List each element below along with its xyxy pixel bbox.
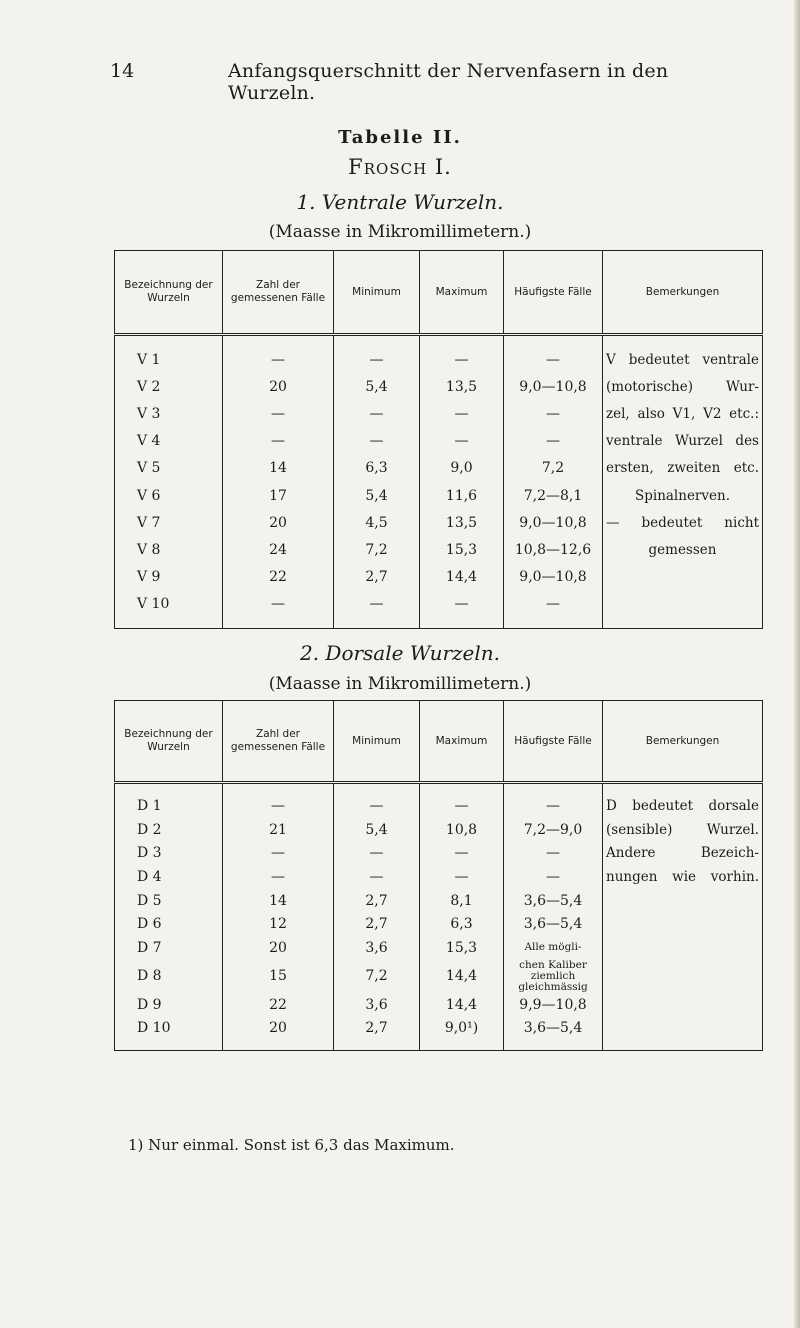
subject-title: Frosch I. xyxy=(348,155,452,179)
maximum: 9,0¹) xyxy=(420,1017,504,1041)
minimum: — xyxy=(334,591,420,618)
maximum: 15,3 xyxy=(420,536,504,563)
root-name: V 7 xyxy=(115,509,223,536)
case-count: 22 xyxy=(223,564,334,591)
frequent-cases: 3,6—5,4 xyxy=(504,912,603,936)
remark: zel, also V1, V2 etc.: xyxy=(603,400,763,427)
table-row xyxy=(115,482,763,509)
remark: nungen wie vorhin. xyxy=(603,865,763,889)
case-count: 21 xyxy=(223,818,334,842)
table-spacer xyxy=(115,783,763,795)
col-header-frequent: Häufigste Fälle xyxy=(504,251,603,335)
root-name: D 3 xyxy=(115,841,223,865)
col-header-max: Maximum xyxy=(420,701,504,783)
ventral-table xyxy=(114,250,763,629)
frequent-cases: — xyxy=(504,591,603,618)
frequent-cases: Alle mögli- xyxy=(504,936,603,960)
ventral-section-title: 1. Ventrale Wurzeln. xyxy=(296,190,504,214)
col-header-min: Minimum xyxy=(334,251,420,335)
minimum: 7,2 xyxy=(334,536,420,563)
frequent-cases: — xyxy=(504,794,603,818)
case-count: 24 xyxy=(223,536,334,563)
table-row xyxy=(115,889,763,913)
frequent-cases: 9,9—10,8 xyxy=(504,993,603,1017)
running-title: Anfangsquerschnitt der Nervenfasern in den Wurzeln. xyxy=(228,60,669,104)
table-spacer xyxy=(115,1040,763,1051)
table-row xyxy=(115,993,763,1017)
table-row xyxy=(115,400,763,427)
table-header-row xyxy=(115,701,763,783)
maximum: 13,5 xyxy=(420,373,504,400)
remark xyxy=(603,912,763,936)
root-name: V 5 xyxy=(115,455,223,482)
minimum: 5,4 xyxy=(334,482,420,509)
case-count: — xyxy=(223,841,334,865)
remark: — bedeutet nicht xyxy=(603,509,763,536)
col-header-remarks: Bemerkungen xyxy=(603,701,763,783)
root-name: D 4 xyxy=(115,865,223,889)
case-count: 12 xyxy=(223,912,334,936)
col-header-min: Minimum xyxy=(334,701,420,783)
minimum: 5,4 xyxy=(334,818,420,842)
root-name: V 8 xyxy=(115,536,223,563)
remark xyxy=(603,591,763,618)
page-number: 14 xyxy=(110,60,135,82)
col-header-remarks: Bemerkungen xyxy=(603,251,763,335)
maximum: 10,8 xyxy=(420,818,504,842)
root-name: V 3 xyxy=(115,400,223,427)
case-count: — xyxy=(223,346,334,373)
table-row xyxy=(115,794,763,818)
frequent-cases: — xyxy=(504,346,603,373)
root-name: D 1 xyxy=(115,794,223,818)
maximum: 14,4 xyxy=(420,993,504,1017)
case-count: 17 xyxy=(223,482,334,509)
table-row xyxy=(115,591,763,618)
table-row xyxy=(115,841,763,865)
case-count: 20 xyxy=(223,1017,334,1041)
case-count: — xyxy=(223,400,334,427)
col-header-name: Bezeichnung der Wurzeln xyxy=(115,701,223,783)
remark: (motorische) Wur- xyxy=(603,373,763,400)
maximum: — xyxy=(420,591,504,618)
minimum: 2,7 xyxy=(334,889,420,913)
ventral-units: (Maasse in Mikromillimetern.) xyxy=(268,222,532,242)
root-name: D 9 xyxy=(115,993,223,1017)
frequent-cases: — xyxy=(504,865,603,889)
case-count: 20 xyxy=(223,936,334,960)
minimum: — xyxy=(334,841,420,865)
case-count: 14 xyxy=(223,889,334,913)
frequent-cases: 7,2 xyxy=(504,455,603,482)
table-row xyxy=(115,455,763,482)
maximum: 14,4 xyxy=(420,960,504,993)
root-name: V 6 xyxy=(115,482,223,509)
table-row xyxy=(115,960,763,993)
remark: V bedeutet ventrale xyxy=(603,346,763,373)
frequent-cases: — xyxy=(504,400,603,427)
maximum: — xyxy=(420,865,504,889)
remark: Spinalnerven. xyxy=(603,482,763,509)
maximum: — xyxy=(420,400,504,427)
frequent-cases: chen Kaliber ziemlich gleichmässig xyxy=(504,960,603,993)
root-name: D 6 xyxy=(115,912,223,936)
col-header-max: Maximum xyxy=(420,251,504,335)
table-row xyxy=(115,865,763,889)
table-row xyxy=(115,536,763,563)
case-count: — xyxy=(223,794,334,818)
col-header-name: Bezeichnung der Wurzeln xyxy=(115,251,223,335)
remark xyxy=(603,960,763,993)
frequent-cases: 10,8—12,6 xyxy=(504,536,603,563)
col-header-frequent: Häufigste Fälle xyxy=(504,701,603,783)
case-count: 22 xyxy=(223,993,334,1017)
maximum: — xyxy=(420,428,504,455)
case-count: 15 xyxy=(223,960,334,993)
table-row xyxy=(115,936,763,960)
frequent-cases: — xyxy=(504,428,603,455)
dorsal-table xyxy=(114,700,763,1051)
minimum: 2,7 xyxy=(334,1017,420,1041)
case-count: 14 xyxy=(223,455,334,482)
col-header-count: Zahl der gemessenen Fälle xyxy=(223,251,334,335)
frequent-cases: 9,0—10,8 xyxy=(504,564,603,591)
maximum: 13,5 xyxy=(420,509,504,536)
maximum: — xyxy=(420,346,504,373)
table-row xyxy=(115,1017,763,1041)
root-name: D 8 xyxy=(115,960,223,993)
root-name: D 7 xyxy=(115,936,223,960)
table-row xyxy=(115,818,763,842)
maximum: 14,4 xyxy=(420,564,504,591)
running-head xyxy=(110,60,700,104)
maximum: — xyxy=(420,794,504,818)
maximum: — xyxy=(420,841,504,865)
maximum: 11,6 xyxy=(420,482,504,509)
root-name: V 2 xyxy=(115,373,223,400)
minimum: 3,6 xyxy=(334,993,420,1017)
root-name: D 10 xyxy=(115,1017,223,1041)
minimum: — xyxy=(334,794,420,818)
remark: Andere Bezeich- xyxy=(603,841,763,865)
minimum: 5,4 xyxy=(334,373,420,400)
dorsal-units: (Maasse in Mikromillimetern.) xyxy=(268,674,532,694)
root-name: D 2 xyxy=(115,818,223,842)
case-count: — xyxy=(223,865,334,889)
table-spacer xyxy=(115,618,763,629)
page-edge-shadow xyxy=(794,0,800,1328)
root-name: V 1 xyxy=(115,346,223,373)
remark: (sensible) Wurzel. xyxy=(603,818,763,842)
frequent-cases: — xyxy=(504,841,603,865)
minimum: 2,7 xyxy=(334,912,420,936)
minimum: — xyxy=(334,428,420,455)
remark: D bedeutet dorsale xyxy=(603,794,763,818)
root-name: D 5 xyxy=(115,889,223,913)
table-row xyxy=(115,346,763,373)
remark xyxy=(603,564,763,591)
minimum: 4,5 xyxy=(334,509,420,536)
dorsal-section-title: 2. Dorsale Wurzeln. xyxy=(299,641,501,665)
remark: gemessen xyxy=(603,536,763,563)
case-count: 20 xyxy=(223,373,334,400)
maximum: 9,0 xyxy=(420,455,504,482)
footnote: 1) Nur einmal. Sonst ist 6,3 das Maximum. xyxy=(128,1136,455,1154)
case-count: — xyxy=(223,591,334,618)
table-row xyxy=(115,509,763,536)
case-count: — xyxy=(223,428,334,455)
frequent-cases: 3,6—5,4 xyxy=(504,889,603,913)
table-row xyxy=(115,912,763,936)
root-name: V 4 xyxy=(115,428,223,455)
minimum: — xyxy=(334,865,420,889)
table-header-row xyxy=(115,251,763,335)
minimum: — xyxy=(334,346,420,373)
maximum: 6,3 xyxy=(420,912,504,936)
remark xyxy=(603,993,763,1017)
table-spacer xyxy=(115,335,763,347)
table-row xyxy=(115,373,763,400)
frequent-cases: 7,2—9,0 xyxy=(504,818,603,842)
remark: ersten, zweiten etc. xyxy=(603,455,763,482)
minimum: 7,2 xyxy=(334,960,420,993)
table-row xyxy=(115,564,763,591)
minimum: — xyxy=(334,400,420,427)
maximum: 15,3 xyxy=(420,936,504,960)
table-label: Tabelle II. xyxy=(338,127,462,148)
frequent-cases: 7,2—8,1 xyxy=(504,482,603,509)
col-header-count: Zahl der gemessenen Fälle xyxy=(223,701,334,783)
frequent-cases: 9,0—10,8 xyxy=(504,509,603,536)
minimum: 2,7 xyxy=(334,564,420,591)
remark xyxy=(603,889,763,913)
remark: ventrale Wurzel des xyxy=(603,428,763,455)
frequent-cases: 3,6—5,4 xyxy=(504,1017,603,1041)
table-row xyxy=(115,428,763,455)
root-name: V 10 xyxy=(115,591,223,618)
minimum: 6,3 xyxy=(334,455,420,482)
frequent-cases: 9,0—10,8 xyxy=(504,373,603,400)
remark xyxy=(603,936,763,960)
root-name: V 9 xyxy=(115,564,223,591)
minimum: 3,6 xyxy=(334,936,420,960)
case-count: 20 xyxy=(223,509,334,536)
remark xyxy=(603,1017,763,1041)
maximum: 8,1 xyxy=(420,889,504,913)
